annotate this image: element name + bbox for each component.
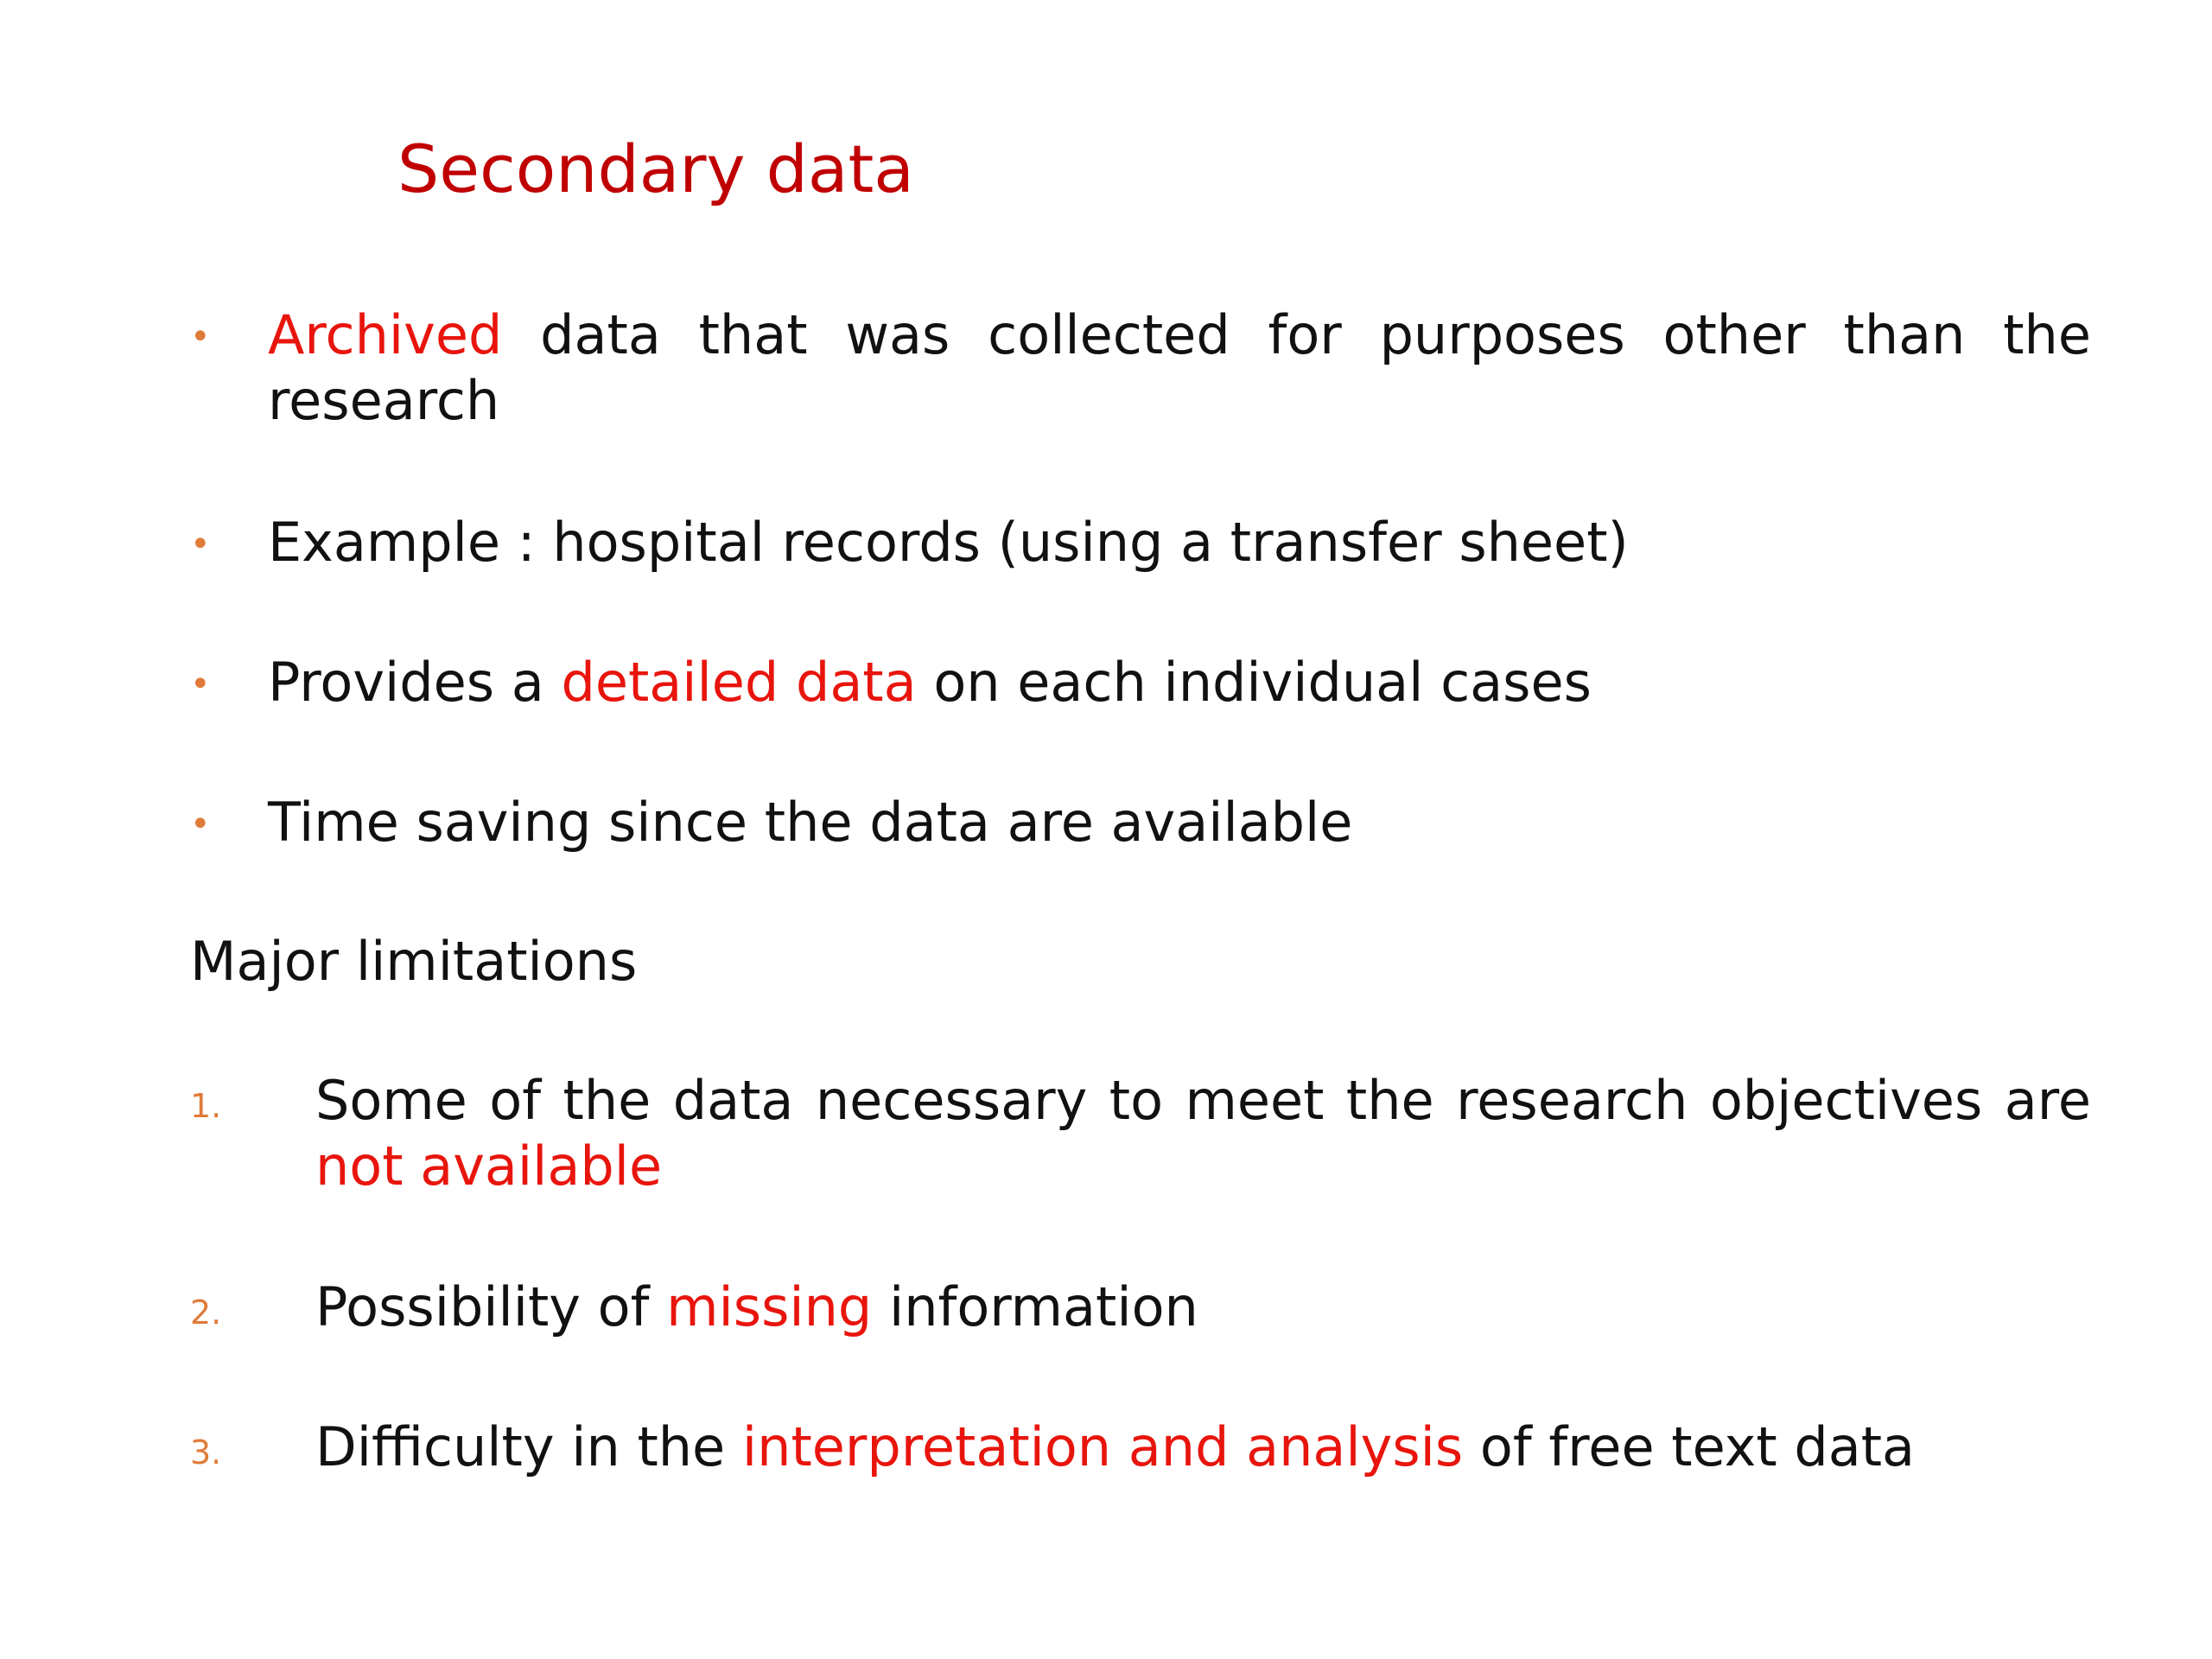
numbered-item-segment: Some of the data necessary to meet the research objectives are [315, 1069, 2091, 1132]
numbered-item-segment: Difficulty in the [315, 1415, 742, 1478]
numbered-item-text [315, 1068, 2091, 1199]
bullet-text-segment: Example : hospital records (using a transfer sheet) [268, 511, 1629, 574]
numbered-item-text [315, 1414, 2091, 1480]
bullet-dot-icon: • [190, 317, 211, 357]
bullet-text-segment: detailed data [561, 651, 917, 714]
numbered-item-segment: interpretation and analysis [741, 1415, 1464, 1478]
numbered-item-segment: not available [315, 1135, 663, 1198]
bullet-text-segment: Archived [268, 303, 503, 366]
bullet-text-segment: Time saving since the data are available [268, 791, 1353, 854]
numbered-item-segment: Possibility of [315, 1275, 667, 1338]
bullet-text [268, 650, 2091, 715]
bullet-text [268, 790, 2091, 855]
bullet-text [268, 302, 2091, 434]
limitations-heading: Major limitations [190, 930, 638, 993]
bullet-dot-icon: • [190, 664, 211, 704]
bullet-dot-icon: • [190, 804, 211, 844]
bullet-text-segment: on each individual cases [916, 651, 1592, 714]
bullet-dot-icon: • [190, 524, 211, 564]
bullet-text [268, 510, 2091, 575]
bullet-text-segment: data that was collected for purposes other than the research [268, 303, 2091, 432]
numbered-item-segment: information [872, 1275, 1198, 1338]
list-number: 1. [190, 1087, 222, 1125]
numbered-item-segment: of free text data [1463, 1415, 1916, 1478]
numbered-item-text [315, 1274, 2091, 1340]
numbered-item-segment: missing [666, 1275, 873, 1338]
list-number: 2. [190, 1294, 222, 1332]
bullet-text-segment: Provides a [268, 651, 562, 714]
list-number: 3. [190, 1433, 222, 1471]
slide-title: Secondary data [397, 130, 914, 207]
